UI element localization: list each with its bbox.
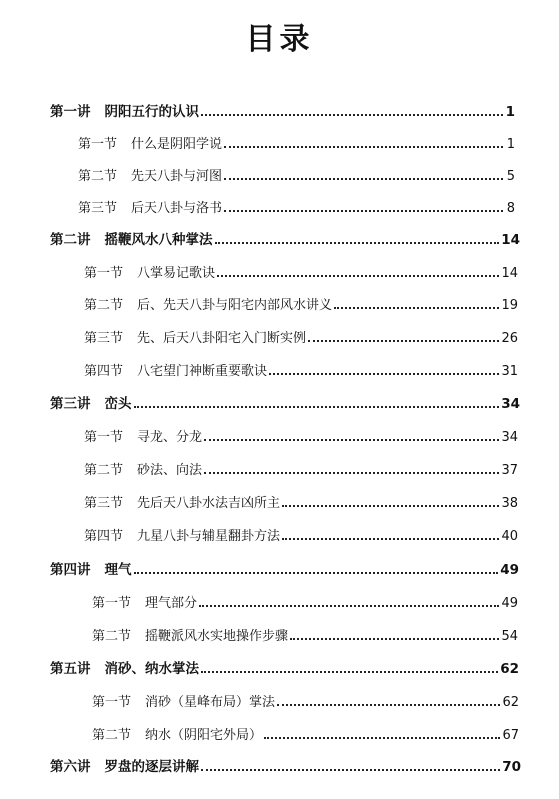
toc-entry-title: 纳水（阴阳宅外局） bbox=[145, 728, 263, 743]
toc-leader-dots bbox=[308, 340, 499, 342]
toc-lecture-entry[interactable] bbox=[50, 98, 515, 120]
toc-leader-dots bbox=[217, 275, 499, 277]
toc-section-entry[interactable] bbox=[92, 721, 519, 743]
toc-lecture-entry[interactable] bbox=[50, 556, 519, 578]
toc-page-number: 40 bbox=[501, 529, 518, 544]
toc-lecture-entry[interactable] bbox=[50, 655, 519, 677]
toc-leader-dots bbox=[282, 538, 499, 540]
toc-lecture-entry[interactable] bbox=[50, 753, 521, 775]
toc-entry-title: 消砂（星峰布局）掌法 bbox=[145, 695, 276, 710]
toc-entry-number: 第一节 bbox=[78, 137, 118, 152]
toc-entry-title: 消砂、纳水掌法 bbox=[104, 661, 199, 677]
toc-page-number: 37 bbox=[501, 463, 518, 478]
toc-page-number: 5 bbox=[506, 169, 515, 184]
toc-leader-dots bbox=[204, 472, 499, 474]
toc-entry-title: 摇鞭派风水实地操作步骤 bbox=[145, 629, 289, 644]
toc-leader-dots bbox=[204, 439, 499, 441]
toc-entry-title: 先、后天八卦阳宅入门断实例 bbox=[137, 331, 307, 346]
toc-section-entry[interactable] bbox=[78, 162, 515, 184]
toc-entry-number: 第三节 bbox=[84, 331, 124, 346]
toc-entry-number: 第五讲 bbox=[50, 661, 91, 677]
toc-section-entry[interactable] bbox=[92, 688, 519, 710]
toc-leader-dots bbox=[269, 373, 499, 375]
toc-section-entry[interactable] bbox=[84, 324, 518, 346]
toc-leader-dots bbox=[201, 769, 500, 771]
toc-entry-title: 理气部分 bbox=[145, 596, 198, 611]
toc-section-entry[interactable] bbox=[84, 259, 518, 281]
toc-page-number: 1 bbox=[506, 137, 515, 152]
toc-entry-title: 摇鞭风水八种掌法 bbox=[104, 232, 213, 248]
toc-entry-title: 先后天八卦水法吉凶所主 bbox=[137, 496, 281, 511]
toc-page-number: 49 bbox=[500, 562, 519, 578]
toc-entry-title: 罗盘的逐层讲解 bbox=[104, 759, 199, 775]
toc-entry-title: 阴阳五行的认识 bbox=[104, 104, 199, 120]
toc-section-entry[interactable] bbox=[78, 130, 515, 152]
toc-entry-number: 第三讲 bbox=[50, 396, 91, 412]
toc-entry-number: 第三节 bbox=[84, 496, 124, 511]
toc-page-number: 34 bbox=[501, 430, 518, 445]
toc-entry-title: 八掌易记歌诀 bbox=[137, 266, 216, 281]
toc-page-number: 38 bbox=[501, 496, 518, 511]
toc-page-number: 67 bbox=[502, 728, 519, 743]
toc-entry-title: 后、先天八卦与阳宅内部风水讲义 bbox=[137, 298, 333, 313]
toc-entry-title: 后天八卦与洛书 bbox=[131, 201, 223, 216]
toc-entry-title: 寻龙、分龙 bbox=[137, 430, 203, 445]
toc-page-number: 49 bbox=[501, 596, 518, 611]
toc-page-number: 70 bbox=[502, 759, 521, 775]
toc-entry-number: 第一节 bbox=[92, 596, 132, 611]
toc-leader-dots bbox=[134, 406, 500, 408]
toc-section-entry[interactable] bbox=[84, 357, 518, 379]
toc-leader-dots bbox=[199, 605, 499, 607]
toc-page-number: 14 bbox=[501, 232, 520, 248]
toc-page-number: 31 bbox=[501, 364, 518, 379]
toc-section-entry[interactable] bbox=[84, 291, 518, 313]
toc-entry-number: 第二节 bbox=[78, 169, 118, 184]
toc-page-number: 34 bbox=[501, 396, 520, 412]
toc-entry-number: 第三节 bbox=[78, 201, 118, 216]
toc-page-number: 26 bbox=[501, 331, 518, 346]
toc-page-number: 62 bbox=[500, 661, 519, 677]
toc-leader-dots bbox=[134, 572, 499, 574]
toc-entry-number: 第一节 bbox=[84, 430, 124, 445]
toc-leader-dots bbox=[224, 210, 503, 212]
toc-entry-number: 第二节 bbox=[84, 298, 124, 313]
toc-entry-number: 第一节 bbox=[84, 266, 124, 281]
toc-page-number: 62 bbox=[502, 695, 519, 710]
toc-entry-title: 什么是阴阳学说 bbox=[131, 137, 223, 152]
toc-entry-number: 第二讲 bbox=[50, 232, 91, 248]
toc-leader-dots bbox=[215, 242, 500, 244]
toc-page-number: 8 bbox=[506, 201, 515, 216]
toc-entry-number: 第四节 bbox=[84, 364, 124, 379]
toc-entry-number: 第一讲 bbox=[50, 104, 91, 120]
toc-section-entry[interactable] bbox=[92, 622, 518, 644]
toc-entry-title: 峦头 bbox=[104, 396, 132, 412]
toc-page-number: 14 bbox=[501, 266, 518, 281]
toc-entry-title: 砂法、向法 bbox=[137, 463, 203, 478]
toc-entry-number: 第二节 bbox=[84, 463, 124, 478]
toc-entry-number: 第二节 bbox=[92, 629, 132, 644]
toc-entry-title: 先天八卦与河图 bbox=[131, 169, 223, 184]
toc-entry-number: 第二节 bbox=[92, 728, 132, 743]
toc-section-entry[interactable] bbox=[84, 456, 518, 478]
toc-leader-dots bbox=[201, 671, 498, 673]
toc-page-number: 54 bbox=[501, 629, 518, 644]
toc-lecture-entry[interactable] bbox=[50, 226, 520, 248]
toc-entry-number: 第四讲 bbox=[50, 562, 91, 578]
toc-leader-dots bbox=[277, 704, 500, 706]
toc-leader-dots bbox=[290, 638, 499, 640]
toc-leader-dots bbox=[224, 178, 503, 180]
toc-entry-title: 九星八卦与辅星翻卦方法 bbox=[137, 529, 281, 544]
toc-leader-dots bbox=[201, 114, 503, 116]
toc-section-entry[interactable] bbox=[84, 423, 518, 445]
toc-section-entry[interactable] bbox=[92, 589, 518, 611]
toc-leader-dots bbox=[264, 737, 500, 739]
toc-leader-dots bbox=[334, 307, 499, 309]
page-title: 目录 bbox=[245, 22, 314, 57]
toc-section-entry[interactable] bbox=[84, 522, 518, 544]
toc-entry-title: 理气 bbox=[104, 562, 132, 578]
toc-entry-number: 第四节 bbox=[84, 529, 124, 544]
toc-section-entry[interactable] bbox=[84, 489, 518, 511]
toc-entry-title: 八宅望门神断重要歌诀 bbox=[137, 364, 268, 379]
toc-leader-dots bbox=[282, 505, 499, 507]
toc-entry-number: 第六讲 bbox=[50, 759, 91, 775]
toc-page-number: 1 bbox=[505, 104, 515, 120]
toc-page-number: 19 bbox=[501, 298, 518, 313]
toc-leader-dots bbox=[224, 146, 503, 148]
toc-entry-number: 第一节 bbox=[92, 695, 132, 710]
toc-section-entry[interactable] bbox=[78, 194, 515, 216]
toc-lecture-entry[interactable] bbox=[50, 390, 520, 412]
